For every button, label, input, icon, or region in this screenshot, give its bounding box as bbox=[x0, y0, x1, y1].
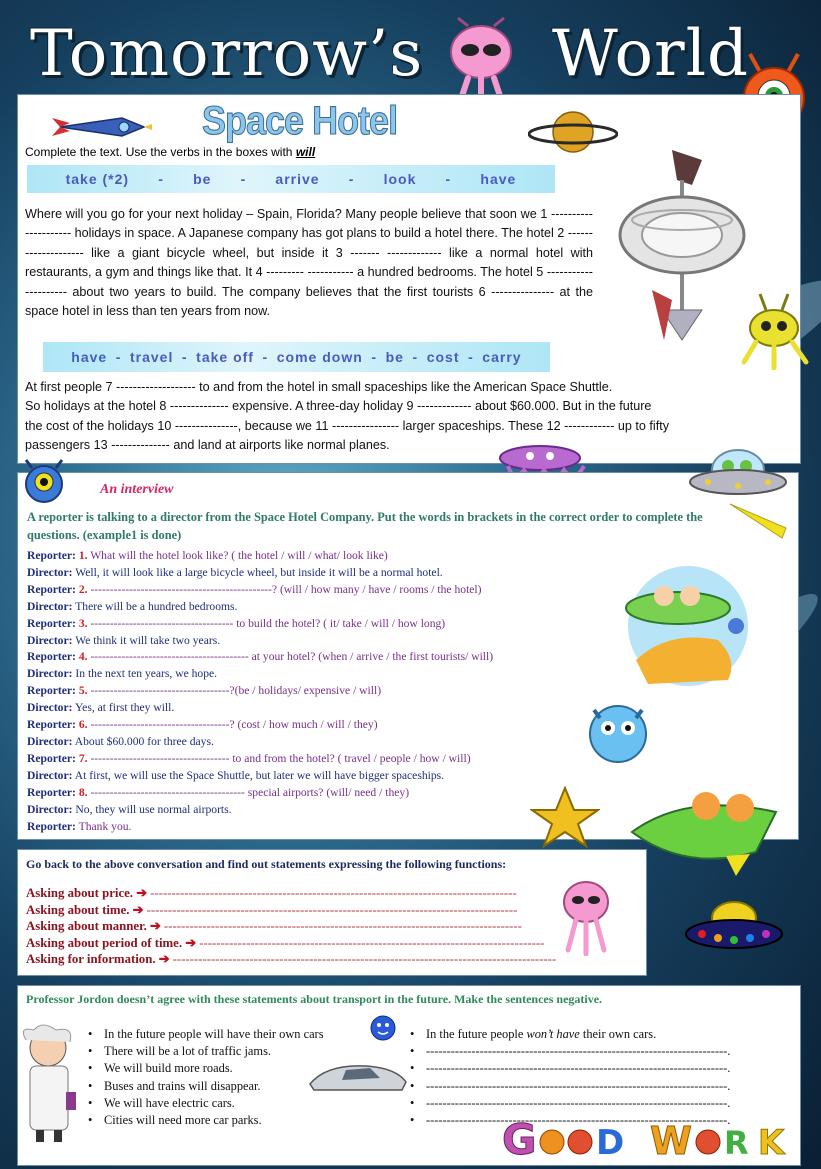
speaker-label: Reporter: bbox=[27, 650, 76, 664]
dialog-line bbox=[27, 751, 627, 768]
question-number: 7. bbox=[78, 751, 88, 765]
dialog-text: ------------------------------------?(be / holidays/ expensive / will) bbox=[87, 684, 382, 698]
answer-item bbox=[410, 1078, 730, 1095]
dialog-line bbox=[27, 616, 627, 633]
speaker-label: Director: bbox=[27, 599, 73, 613]
section-title-interview: An interview bbox=[100, 482, 174, 497]
bullet-icon: • bbox=[88, 1078, 93, 1093]
dialog-line bbox=[27, 548, 627, 565]
good-work-monster-letters-logo bbox=[500, 1106, 800, 1164]
verb-separator: - bbox=[240, 171, 247, 187]
dialog-text: Thank you. bbox=[75, 819, 132, 833]
rocket-icon bbox=[52, 110, 152, 144]
speaker-label: Director: bbox=[27, 734, 73, 748]
verb-separator: - bbox=[181, 349, 188, 365]
verb: come down bbox=[276, 349, 363, 365]
dialog-text: -----------------------------------------------? (will / how many / have / rooms / the hotel) bbox=[87, 582, 482, 596]
dialog-text: What will the hotel look like? ( the hotel / will / what/ look like) bbox=[87, 549, 388, 562]
dialog-line bbox=[27, 734, 627, 751]
verb-separator: - bbox=[262, 349, 269, 365]
bullet-icon: • bbox=[410, 1078, 415, 1093]
dialog-text: Yes, at first they will. bbox=[72, 701, 175, 715]
bullet-icon: • bbox=[88, 1113, 93, 1128]
speaker-label: Director: bbox=[27, 768, 73, 782]
statement-text: In the future people will have their own cars bbox=[104, 1027, 324, 1041]
blue-fluffy-monster-icon bbox=[582, 696, 654, 768]
dialog-text: ------------------------------------- to build the hotel? ( it/ take / will / how long) bbox=[87, 616, 446, 630]
question-number: 4. bbox=[78, 650, 88, 664]
dialog-text: Well, it will look like a large bicycle wheel, but inside it will be a normal hotel. bbox=[72, 565, 443, 579]
instruction-keyword-will: will bbox=[295, 145, 316, 159]
speaker-label: Reporter: bbox=[27, 785, 76, 799]
dialog-line bbox=[27, 582, 627, 599]
statement-item bbox=[88, 1095, 324, 1112]
dialog-text: No, they will use normal airports. bbox=[72, 802, 232, 816]
verb: take (*2) bbox=[65, 171, 130, 187]
bullet-icon: • bbox=[410, 1027, 415, 1041]
bullet-icon: • bbox=[88, 1061, 93, 1076]
dialog-text: There will be a hundred bedrooms. bbox=[72, 599, 238, 613]
speaker-label: Reporter: bbox=[27, 819, 76, 833]
arrow-right-icon: ➔ bbox=[185, 935, 196, 950]
question-number: 6. bbox=[78, 718, 88, 732]
function-label: Asking for information. bbox=[26, 952, 156, 966]
answer-blank: -------------------------------------------------------------------------. bbox=[426, 1113, 731, 1128]
question-number: 3. bbox=[78, 616, 88, 630]
speaker-label: Director: bbox=[27, 701, 73, 715]
functions-list bbox=[26, 885, 556, 968]
answer-blank: --------------------------------------------------------------------------------------- bbox=[146, 902, 518, 917]
speaker-label: Reporter: bbox=[27, 718, 76, 732]
question-number: 2. bbox=[78, 582, 88, 596]
statement-text: We will build more roads. bbox=[104, 1061, 233, 1076]
kids-planet-spaceship-icon bbox=[608, 560, 768, 688]
statement-text: We will have electric cars. bbox=[104, 1095, 235, 1110]
verb-separator: - bbox=[158, 171, 164, 187]
kids-rocket-icon bbox=[626, 772, 786, 882]
verb-separator: - bbox=[115, 349, 122, 365]
verb: arrive bbox=[275, 171, 320, 187]
function-label: Asking about period of time. bbox=[26, 935, 183, 950]
light-beam-icon bbox=[726, 500, 796, 540]
space-hotel-paragraph-1: Where will you go for your next holiday – Spain, Florida? Many people believe that soon we 1 --------------------- holidays in space. A Japanese company has got plans to build a hotel there. The hotel 2 -------------------- like a giant bicycle wheel, but inside it 3 ------- ------------- like a normal hotel with restaurants, a gym and things like that. It 4 --------- ----------- a hundred bedrooms. The hotel 5 --------------------- about two years to build. The company believes that the first tourists 6 --------------- at the space hotel in less than ten years from now. bbox=[25, 207, 593, 319]
question-number: 8. bbox=[78, 785, 88, 799]
dialog-line bbox=[27, 565, 627, 582]
statement-text: Cities will need more car parks. bbox=[104, 1113, 262, 1128]
star-icon bbox=[530, 786, 600, 848]
svg-text:K: K bbox=[758, 1123, 785, 1163]
arrow-right-icon: ➔ bbox=[132, 902, 144, 917]
pink-alien-icon bbox=[438, 16, 524, 106]
answer-blank: -------------------------------------------------------------------------. bbox=[426, 1044, 731, 1059]
speaker-label: Reporter: bbox=[27, 616, 76, 630]
speaker-label: Director: bbox=[27, 667, 73, 681]
dialog-line bbox=[27, 599, 627, 616]
verb-box-2 bbox=[43, 342, 550, 372]
dialog-line bbox=[27, 633, 627, 650]
answer-item bbox=[410, 1043, 730, 1060]
bullet-icon: • bbox=[410, 1061, 415, 1076]
function-item bbox=[26, 885, 556, 902]
professor-icon bbox=[12, 1022, 86, 1144]
instruction-negative: Professor Jordon doesn’t agree with these statements about transport in the future. Make the sentences negative. bbox=[26, 992, 603, 1006]
svg-text:G: G bbox=[502, 1115, 537, 1164]
bullet-icon: • bbox=[88, 1095, 93, 1110]
verb: have bbox=[71, 349, 108, 365]
dialog-text: ------------------------------------? (cost / how much / will / they) bbox=[87, 718, 378, 732]
paragraph-line: At first people 7 ------------------- to and from the hotel in small spaceships like the American Space Shuttle. bbox=[25, 380, 613, 394]
question-number: 5. bbox=[78, 684, 88, 698]
arrow-right-icon: ➔ bbox=[136, 886, 147, 900]
paragraph-line: So holidays at the hotel 8 -------------- expensive. A three-day holiday 9 ------------- about $60.000. But in the future bbox=[25, 399, 652, 414]
verb: take off bbox=[196, 349, 254, 365]
pink-alien-small-icon bbox=[556, 876, 616, 956]
dialog-text: ---------------------------------------- special airports? (will/ need / they) bbox=[87, 785, 410, 799]
dialog-line bbox=[27, 700, 627, 717]
function-item bbox=[26, 902, 556, 919]
answer-blank: ------------------------------------------------------------------------------------------ bbox=[172, 952, 557, 966]
arrow-right-icon: ➔ bbox=[149, 919, 161, 933]
bullet-icon: • bbox=[410, 1113, 415, 1128]
dialog-text: ----------------------------------------- at your hotel? (when / arrive / the first tourists/ will) bbox=[87, 650, 494, 664]
function-item bbox=[26, 935, 556, 952]
statement-text: There will be a lot of traffic jams. bbox=[104, 1044, 271, 1059]
instruction-space-hotel bbox=[25, 145, 315, 159]
dialog-line bbox=[27, 666, 627, 683]
answer-blank: -------------------------------------------------------------------------------------- bbox=[150, 886, 517, 900]
dialog-text: We think it will take two years. bbox=[72, 633, 221, 647]
function-label: Asking about price. bbox=[26, 886, 134, 900]
statements-list bbox=[88, 1026, 324, 1129]
arrow-right-icon: ➔ bbox=[158, 952, 170, 966]
answer-text: In the future people bbox=[426, 1027, 527, 1041]
bullet-icon: • bbox=[410, 1095, 415, 1110]
yellow-alien-icon bbox=[738, 290, 810, 370]
answer-blank: -------------------------------------------------------------------------. bbox=[426, 1061, 731, 1076]
statement-item bbox=[88, 1043, 324, 1060]
answer-text: their own cars. bbox=[579, 1027, 657, 1041]
verb: be bbox=[193, 171, 212, 187]
statement-text: Buses and trains will disappear. bbox=[104, 1078, 261, 1093]
verb-separator: - bbox=[445, 171, 452, 187]
answer-blank: -------------------------------------------------------------------------. bbox=[426, 1078, 731, 1093]
instruction-interview: A reporter is talking to a director from the Space Hotel Company. Put the words in brackets in the correct order to complete the questions. (example1 is done) bbox=[27, 510, 703, 542]
svg-text:R: R bbox=[724, 1124, 749, 1162]
verb: cost bbox=[426, 349, 460, 365]
space-hotel-paragraph-2 bbox=[25, 378, 793, 456]
answer-blank: ------------------------------------------------------------------------------------ bbox=[163, 919, 522, 933]
bullet-icon: • bbox=[88, 1027, 93, 1041]
verb: look bbox=[383, 171, 417, 187]
answer-example bbox=[410, 1026, 730, 1043]
svg-text:W: W bbox=[650, 1119, 692, 1163]
page-title-right: World bbox=[552, 17, 749, 91]
verb: carry bbox=[482, 349, 522, 365]
statement-item bbox=[88, 1112, 324, 1129]
verb-separator: - bbox=[412, 349, 419, 365]
speaker-label: Reporter: bbox=[27, 684, 76, 698]
speaker-label: Reporter: bbox=[27, 582, 76, 596]
dialog-text: ------------------------------------ to and from the hotel? ( travel / people / how / will) bbox=[87, 751, 471, 765]
paragraph-line: the cost of the holidays 10 ---------------, because we 11 ---------------- larger spaceships. These 12 ------------ up to fifty bbox=[25, 418, 670, 433]
statement-item bbox=[88, 1026, 324, 1043]
instruction-text: Complete the text. Use the verbs in the boxes with bbox=[25, 145, 296, 159]
function-label: Asking about time. bbox=[26, 902, 130, 917]
dialog-text: At first, we will use the Space Shuttle, but later we will have bigger spaceships. bbox=[72, 768, 445, 782]
dialog-line bbox=[27, 717, 627, 734]
bullet-icon: • bbox=[88, 1044, 93, 1059]
speaker-label: Director: bbox=[27, 802, 73, 816]
blue-smiley-icon bbox=[370, 1014, 396, 1042]
saturn-planet-icon bbox=[528, 104, 618, 160]
svg-text:D: D bbox=[596, 1123, 625, 1163]
dialog-line bbox=[27, 768, 627, 785]
verb: be bbox=[385, 349, 404, 365]
dialog-text: In the next ten years, we hope. bbox=[72, 667, 218, 681]
speaker-label: Director: bbox=[27, 633, 73, 647]
speaker-label: Reporter: bbox=[27, 549, 76, 562]
speaker-label: Director: bbox=[27, 565, 73, 579]
answer-blank: -------------------------------------------------------------------------. bbox=[426, 1095, 731, 1110]
section-title-space-hotel: Space Hotel bbox=[202, 97, 398, 143]
space-station-icon bbox=[612, 140, 752, 350]
function-item bbox=[26, 951, 556, 968]
rainbow-ufo-icon bbox=[684, 896, 784, 960]
verb-box-1 bbox=[27, 165, 555, 193]
answer-item bbox=[410, 1060, 730, 1077]
page-title-left: Tomorrow’s bbox=[30, 17, 424, 91]
bullet-icon: • bbox=[410, 1044, 415, 1059]
paragraph-line: passengers 13 -------------- and land at airports like normal planes. bbox=[25, 438, 390, 453]
verb-separator: - bbox=[371, 349, 377, 365]
function-label: Asking about manner. bbox=[26, 919, 147, 933]
verb: have bbox=[480, 171, 517, 187]
dialog-line bbox=[27, 683, 627, 700]
ufo-icon bbox=[688, 444, 788, 504]
dialog-line bbox=[27, 649, 627, 666]
statement-item bbox=[88, 1078, 324, 1095]
instruction-functions: Go back to the above conversation and find out statements expressing the following functions: bbox=[26, 857, 507, 871]
speaker-label: Reporter: bbox=[27, 751, 76, 765]
dialog-text: About $60.000 for three days. bbox=[72, 734, 214, 748]
flying-car-icon bbox=[306, 1056, 410, 1096]
function-item bbox=[26, 918, 556, 935]
question-number: 1. bbox=[78, 549, 88, 562]
answer-blank: --------------------------------------------------------------------------------- bbox=[199, 935, 545, 950]
verb-separator: - bbox=[348, 171, 355, 187]
blue-monster-icon bbox=[22, 458, 66, 506]
statement-item bbox=[88, 1060, 324, 1077]
verb: travel bbox=[130, 349, 174, 365]
answer-emphasis: won’t have bbox=[526, 1027, 580, 1041]
verb-separator: - bbox=[468, 349, 474, 365]
